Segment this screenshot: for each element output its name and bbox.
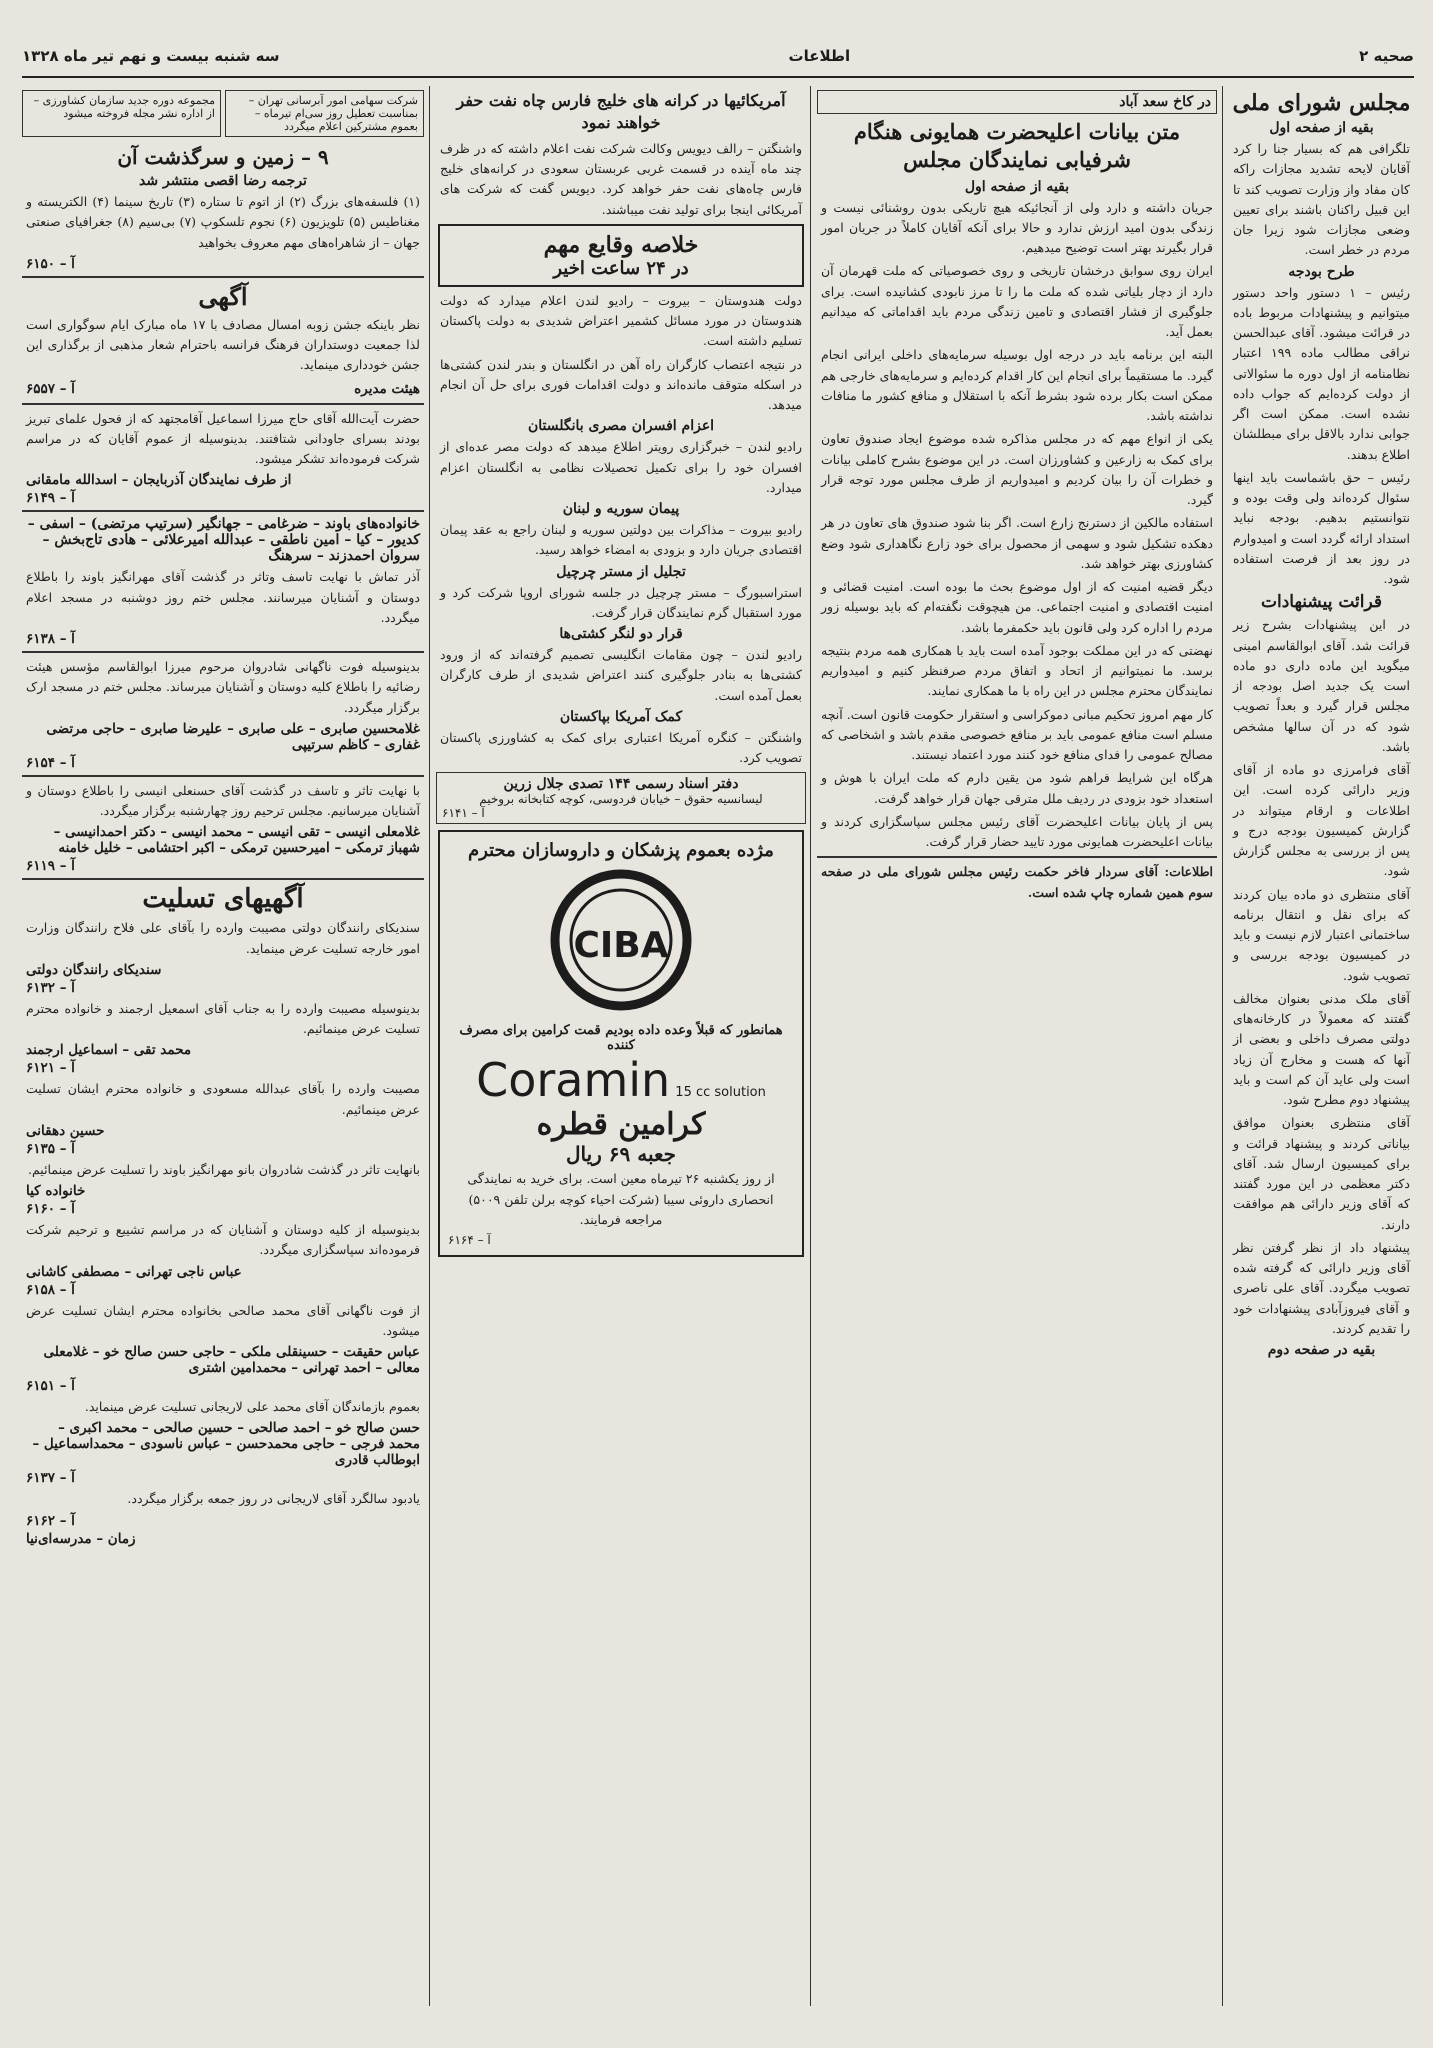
divider <box>817 856 1217 858</box>
coramin-advert <box>438 830 804 1257</box>
article-subtitle: بقیه از صفحه اول <box>964 178 1070 195</box>
notice-title: آگهی <box>198 281 248 311</box>
newspaper-page <box>22 36 1414 2026</box>
paragraph: سندیکای رانندگان دولتی مصیبت وارده را بآقای علی فلاح رانندگان وزارت امور خارجه تسلیت عرض مینماید. <box>26 920 420 956</box>
section-header: در کاخ سعد آباد <box>817 90 1217 114</box>
divider <box>22 403 424 405</box>
notary-address: لیسانسیه حقوق – خیابان فردوسی، کوچه کتابخانه بروخیم <box>479 792 763 807</box>
continued-note: بقیه در صفحه دوم <box>1267 1342 1376 1358</box>
ad-code: آ – ۶۱۳۲ <box>26 979 75 996</box>
divider <box>22 510 424 512</box>
paragraph: حضرت آیت‌الله آقای حاج میرزا اسماعیل آقامجتهد که از فحول علمای تبریز بودند بسرای جاودانی شتافتند. بدینوسیله از عموم آقایان که در مراسم شرکت فرموده‌اند تشکر میشود. <box>26 410 420 466</box>
column-rule <box>429 86 430 2006</box>
masthead <box>22 36 1414 78</box>
paragraph: در این پیشنهادات بشرح زیر قرائت شد. آقای ابوالقاسم امینی میگوید این ماده داری دو ماده است یک جدید اصل بودجه از مجلس قرار گیرد و بعداً تصویب شود که در آن سالها مشخص باشد. <box>1233 617 1410 754</box>
logo-text: CIBA <box>573 925 669 967</box>
news-heading: قرار دو لنگر کشتی‌ها <box>559 626 683 643</box>
paper-name: اطلاعات <box>788 47 851 65</box>
signature: از طرف نمایندگان آذربایجان – اسدالله مامقانی <box>26 472 292 489</box>
section-heading: قرائت پیشنهادات <box>1260 592 1383 613</box>
ad-code: آ – ۶۱۱۹ <box>26 858 75 875</box>
column-notices <box>22 86 424 2006</box>
notice-box: شرکت سهامی امور آبرسانی تهران – بمناسبت تعطیل روز سی‌ام تیرماه – بعموم مشترکین اعلام میگردد <box>225 90 424 137</box>
ad-code: آ – ۶۱۵۸ <box>26 1281 75 1298</box>
paragraph: رئیس – ۱ دستور واحد دستور میتوانیم و پیشنهادات مربوط باده در قرائت میشود. آقای عبدالحسن نراقی مطالب ماده ۱۹۹ اعتبار نظامنامه از اول دوره ما سئوالاتی از دولت کرده‌ایم که جواب داده نشده است. ممکن است اگر جوابی ندارد بالاقل برای مبطلشان اطلاع بدهند. <box>1233 284 1411 462</box>
paragraph: یکی از انواع مهم که در مجلس مذاکره شده موضوع ایجاد صندوق تعاون برای کمک به زارعین و کشاورزان است. در این موضوع بشرح کاملی بیانات و خطرات آن را بیان کردیم و امیدواریم از طرف مجلس مورد توجه قرار گیرد. <box>821 431 1213 508</box>
paragraph: دیگر قضیه امنیت که از اول موضوع بحث ما بوده است. امنیت قضائی و امنیت اقتصادی و امنیت اجتماعی. من هیچوقت نگفته‌ام که باید بوسیله زور مردم را اداره کرد ولی قانون باید حکمفرما باشد. <box>821 579 1213 635</box>
paragraph: جریان داشته و دارد ولی از آنجائیکه هیچ تاریکی بدون روشنائی نیست و زندگی بدون امید ارزش ندارد و حالا برای آنکه آقایان کاملاً در جریان امور قرار بگیرند بهتر است توضیح میدهیم. <box>821 199 1213 256</box>
editor-note: اطلاعات: آقای سردار فاخر حکمت رئیس مجلس شورای ملی در صفحه سوم همین شماره چاپ شده است. <box>821 864 1213 900</box>
paragraph: بدینوسیله مصیبت وارده را به جناب آقای اسمعیل ارجمند و خانواده محترم تسلیت عرض مینمائیم. <box>26 1000 420 1036</box>
advert-line: همانطور که قبلاً وعده داده بودیم قمت کرامین برای مصرف کننده <box>459 1023 783 1054</box>
notice-footer <box>22 379 424 399</box>
paragraph: نهضتی که در این مملکت بوجود آمده است باید با همکاری همه مردم بنتیجه برسد. ما نمیتوانیم از اتحاد و اتفاق مردم صرفنظر کنیم و امیدواریم نمایندگان محترم مجلس در این راه با ما همکاری نمایند. <box>821 642 1213 699</box>
brand-row <box>448 1053 794 1107</box>
family-names: خانواده‌های باوند – ضرغامی – جهانگیر (سرتیپ مرتضی) – اسفی – کدیور – کیا – امین ناطقی – عبدالله امیرعلائی – هادی تاج‌بخش – سروان احمدزند – سرهنگ <box>27 516 420 565</box>
divider <box>22 651 424 653</box>
paragraph: استفاده مالکین از دسترنج زارع است. اگر بنا شود صندوق های تعاون در هر دهکده تشکیل شود و سهمی از محصول برای خود زارع نگاهداری شود وضع کشاورزی بهتر خواهد شد. <box>821 515 1213 571</box>
paragraph: نظر باینکه جشن زوبه امسال مصادف با ۱۷ ماه مبارک ایام سوگواری است لذا جمعیت دوستداران فرهنگ فرانسه باحترام شعار مذهبی از برگذاری این جشن خودداری مینماید. <box>26 316 420 373</box>
brand-persian: کرامین قطره <box>536 1107 706 1143</box>
paragraph: واشنگتن – کنگره آمریکا اعتباری برای کمک به کشاورزی پاکستان تصویب کرد. <box>440 729 802 766</box>
signature: حسن صالح خو – احمد صالحی – حسین صالحی – محمد اکبری – محمد فرجی – حاجی محمدحسن – عباس ناسودی – محمداسماعیل – ابوطالب قادری <box>32 1420 420 1469</box>
divider <box>22 775 424 777</box>
column-rule <box>810 86 811 2006</box>
condolences-title: آگهیهای تسلیت <box>142 884 304 915</box>
paragraph: با نهایت تاثر و تاسف در گذشت آقای حسنعلی انیسی را باطلاع دوستان و آشنایان میرسانیم. مجلس ترحیم روز چهارشنبه برگزار میگردد. <box>26 782 420 818</box>
signature: غلامعلی انیسی – تقی انیسی – محمد انیسی – دکتر احمدانیسی – شهباز ترمکی – امیرحسین ترمکی – اکبر احتشامی – خلیل خامنه <box>53 824 420 857</box>
brand-solution: 15 cc solution <box>675 1085 766 1101</box>
divider <box>22 878 424 880</box>
paragraph: بانهایت تاثر در گذشت شادروان بانو مهرانگیز باوند را تسلیت عرض مینمائیم. <box>28 1161 420 1177</box>
signature: محمد تقی – اسماعیل ارجمند <box>26 1042 192 1059</box>
news-heading: پیمان سوریه و لبنان <box>562 501 680 518</box>
paragraph: پس از پایان بیانات اعلیحضرت آقای رئیس مجلس سپاسگزاری کردند و بیانات اعلیحضرت همایونی مورد تایید حضار قرار گرفت. <box>821 813 1213 850</box>
signature: حسین دهقانی <box>26 1122 105 1139</box>
advert-headline: مژده بعموم پزشکان و داروسازان محترم <box>468 840 774 862</box>
news-heading: تجلیل از مستر چرچیل <box>556 563 686 580</box>
paragraph: دولت هندوستان – بیروت – رادیو لندن اعلام میدارد که دولت هندوستان در مورد مسائل کشمیر اعتراض شدیدی به دولت پاکستان تسلیم داشته است. <box>440 292 802 349</box>
advert-note: از روز یکشنبه ۲۶ تیرماه معین است. برای خرید به نمایندگی انحصاری داروئی سیبا (شرکت احیاء کوچه برلن تلفن ۵۰۰۹) مراجعه فرمایند. <box>467 1171 775 1227</box>
notice-signature: هیئت مدیره <box>354 380 420 397</box>
series-byline: ترجمه رضا اقصی منتشر شد <box>139 173 307 189</box>
paragraph: هرگاه این شرایط فراهم شود من یقین دارم که ملت ایران با هوش و استعداد خود بزودی در ردیف ملل مترقی جهان قرار خواهد گرفت. <box>821 770 1213 806</box>
article-subtitle: بقیه از صفحه اول <box>1269 120 1374 136</box>
paragraph: آذر تماش با نهایت تاسف وتاثر در گذشت آقای مهرانگیز باوند را باطلاع دوستان و آشنایان میرسانند. مجلس ختم روز دوشنبه در مسجد اعلام میگردد. <box>26 569 420 625</box>
news-heading: کمک آمریکا بپاکستان <box>559 708 683 725</box>
paragraph: البته این برنامه باید در درجه اول بوسیله سرمایه‌های داخلی ایرانی انجام گیرد. ما مستقیماً برای انجام این کار اقدام کرده‌ایم و سرمایه‌های خارجی هم ممکن است بکار برده شود بشرط آنکه با استقلال و منافع کشور ما منافات نداشته باشد. <box>821 347 1213 424</box>
paragraph: رئیس – حق باشماست باید اینها سئوال کرده‌اند ولی وقت بوده و نتوانستیم بدهیم. بودجه نباید استداد ارائه گردد است و امیدوارم در روز بعد از فرصت استفاده شود. <box>1233 469 1410 586</box>
section-heading: طرح بودجه <box>1288 263 1355 280</box>
notice-row <box>22 86 424 141</box>
ad-code: آ – ۶۱۶۲ <box>26 1512 75 1529</box>
ad-code: آ – ۶۱۴۹ <box>26 490 75 507</box>
ad-code: آ – ۶۱۳۷ <box>26 1470 75 1487</box>
series-title: ۹ – زمین و سرگذشت آن <box>117 145 329 169</box>
ciba-logo-icon <box>546 865 696 1015</box>
ad-code: آ – ۶۱۶۰ <box>26 1201 75 1217</box>
article-title: مجلس شورای ملی <box>1232 90 1411 116</box>
date-line: سه شنبه بیست و نهم تیر ماه ۱۳۲۸ <box>22 47 280 65</box>
paragraph: رادیو بیروت – مذاکرات بین دولتین سوریه و لبنان راجع به عقد پیمان اقتصادی جریان دارد و بزودی به امضاء خواهد رسید. <box>440 522 802 558</box>
paragraph: رادیو لندن – خبرگزاری رویتر اطلاع میدهد که دولت مصر عده‌ای از افسران خود را برای تکمیل تحصیلات نظامی به انگلستان اعزام میدارد. <box>440 439 802 495</box>
signature: خانواده کیا <box>26 1183 86 1199</box>
signature: سندیکای رانندگان دولتی <box>26 961 162 978</box>
news-heading: اعزام افسران مصری بانگلستان <box>527 418 715 435</box>
price: جعبه ۶۹ ریال <box>565 1142 677 1167</box>
digest-title: خلاصه وقایع مهم <box>543 231 699 258</box>
news-title: آمریکائیها در کرانه های خلیج فارس چاه نفت حفر خواهند نمود <box>456 91 786 133</box>
notary-title: دفتر اسناد رسمی ۱۴۴ تصدی جلال زرین <box>503 776 739 793</box>
paragraph: تلگرافی هم که بسیار جنا را کرد آقایان لایحه تشدید مجازات راکه کان مفاد واز وزارت تصویب کند تا این قبیل راکنان باشند برای تعیین وضعی مجازات شود زیرا جان مردم در خطر است. <box>1233 141 1410 258</box>
paragraph: بدینوسیله فوت ناگهانی شادروان مرحوم میرزا ابوالقاسم مؤسس هیئت رضائیه را باطلاع کلیه دوستان و آشنایان میرساند. مجلس ختم در مسجد ارک برگزار میگردد. <box>26 659 420 715</box>
paragraph: واشنگتن – رالف دیویس وکالت شرکت نفت اعلام داشته که در ظرف چند ماه آینده در قسمت غربی عربستان سعودی در کرانه‌های خلیج فارس چاه‌های نفت حفر خواهد کرد. دیویس گفت که شرکت های آمریکائی اینجا برای تولید نفت میباشند. <box>440 140 802 217</box>
paragraph: آقای فرامرزی دو ماده از آقای وزیر دارائی کرده است. این اطلاعات و ارقام میتواند در گزارش کمیسیون بودجه درج و پس از بررسی به مجلس گزارش شود. <box>1233 762 1410 879</box>
paragraph: استراسبورگ – مستر چرچیل در جلسه شورای اروپا شرکت کرد و مورد استقبال گرم نمایندگان قرار گرفت. <box>440 584 802 620</box>
paragraph: بدینوسیله از کلیه دوستان و آشنایان که در مراسم تشییع و ترحیم شرکت فرموده‌اند سپاسگزاری میگردد. <box>26 1222 420 1258</box>
column-news <box>436 86 806 2006</box>
ad-code: آ – ۶۱۳۸ <box>26 631 75 647</box>
ad-code: آ – ۶۱۳۵ <box>26 1140 75 1157</box>
ad-code: آ – ۶۵۵۷ <box>26 380 75 397</box>
signature: غلامحسین صابری – علی صابری – علیرضا صابری – حاجی مرتضی غفاری – کاظم سرتیپی <box>46 720 420 753</box>
paragraph: کار مهم امروز تحکیم مبانی دموکراسی و استقرار حکومت قانون است. آنچه مسلم است منافع عمومی باید بر منافع خصوصی مقدم باشد و اشخاصی که مصالح عمومی را فدای منافع خود کنند مورد اعتماد نیستند. <box>821 706 1213 763</box>
paragraph: بعموم بازماندگان آقای محمد علی لاریجانی تسلیت عرض مینماید. <box>84 1399 420 1414</box>
paragraph: آقای منتظری بعنوان موافق بیاناتی کردند و پیشنهاد قرائت و برای کمیسیون ارسال شد. آقای دکتر معظمی در این مورد گفتند که آقای وزیر دارائی هم موافقت دارند. <box>1233 1115 1410 1232</box>
column-parliament <box>1229 86 1414 2006</box>
series-list: (۱) فلسفه‌های بزرگ (۲) از اتوم تا ستاره (۳) تاریخ سینما (۴) الکتریسته و مغناطیس (۵) تلویزیون (۶) نجوم تلسکوپ (۷) بی‌سیم (۸) جغرافیای صنعتی جهان – از شاهراه‌های مهم معروف بخواهید <box>26 194 420 250</box>
paragraph: آقای ملک مدنی بعنوان مخالف گفتند که معمولاً در کارخانه‌های دولتی مصرف داخلی و بعضی از آنها که هست و مخارج آن زیاد است ولی عاید آن کم است و باید پیشنهاد دوم مطرح شود. <box>1233 990 1410 1107</box>
digest-subtitle: در ۲۴ ساعت اخیر <box>553 257 689 279</box>
signature: زمان – مدرسه‌ای‌نیا <box>26 1530 136 1547</box>
signature: عباس ناجی تهرانی – مصطفی کاشانی <box>26 1263 242 1280</box>
article-title: متن بیانات اعلیحضرت همایونی هنگام شرفیابی نمایندگان مجلس <box>853 119 1181 173</box>
digest-box <box>438 224 804 287</box>
paragraph: یادبود سالگرد آقای لاریجانی در روز جمعه برگزار میگردد. <box>127 1491 420 1507</box>
notary-ad <box>436 772 806 824</box>
paragraph: ایران روی سوابق درخشان تاریخی و روی خصوصیاتی که ملت قهرمان آن دارد از دچار بلیاتی شده که ملت ما را تا مرز نابودی کشانیده است. برای جلوگیری از فشار اقتصادی و تامین زندگی مردم باید اقداماتی که میدانیم بعمل آید. <box>821 263 1213 340</box>
ad-code: آ – ۶۱۵۱ <box>26 1378 75 1394</box>
paragraph: رادیو لندن – چون مقامات انگلیسی تصمیم گرفته‌اند که از ورود کشتی‌ها به بنادر جلوگیری کنند اعتراض شدیدی از طرف کارگران بعمل آمده است. <box>440 647 802 703</box>
paragraph: آقای منتظری دو ماده بیان کردند که برای نقل و انتقال برنامه ساختمانی اعتبار لازم نیست و باید در کمیسیون بودجه بررسی و تصویب شود. <box>1233 886 1410 983</box>
ad-code: آ – ۶۱۲۱ <box>26 1060 75 1077</box>
paragraph: پیشنهاد داد از نظر گرفتن نظر آقای وزیر دارائی که گرفته شده تصویب میگردد. آقای علی ناصری و آقای فیروزآبادی پیشنهادات خود را تقدیم کردند. <box>1233 1239 1410 1336</box>
paragraph: از فوت ناگهانی آقای محمد صالحی بخانواده محترم ایشان تسلیت عرض میشود. <box>26 1302 420 1338</box>
ad-code: آ – ۶۱۵۰ <box>26 255 75 272</box>
column-royal-speech <box>817 86 1217 2006</box>
column-rule <box>1222 86 1223 2006</box>
ad-code: آ – ۶۱۶۴ <box>448 1233 491 1248</box>
paragraph: در نتیجه اعتصاب کارگران راه آهن در انگلستان و بندر لندن کشتی‌ها در اسکله متوقف مانده‌اند و دولت اقدامات فوری برای حل آن انجام میدهد. <box>440 356 802 413</box>
page-number: صحیه ۲ <box>1359 47 1414 65</box>
brand-name: Coramin <box>476 1053 671 1108</box>
divider <box>22 276 424 278</box>
notice-box: مجموعه دوره جدید سازمان کشاورزی – از اداره نشر مجله فروخته میشود <box>22 90 221 137</box>
signature: عباس حقیقت – حسینقلی ملکی – حاجی حسن صالح خو – غلامعلی معالی – احمد تهرانی – محمدامین اشتری <box>43 1344 420 1376</box>
ad-code: آ – ۶۱۵۴ <box>26 754 75 771</box>
paragraph: مصیبت وارده را بآقای عبدالله مسعودی و خانواده محترم ایشان تسلیت عرض مینمائیم. <box>26 1081 420 1117</box>
ad-code: آ – ۶۱۴۱ <box>442 806 485 821</box>
